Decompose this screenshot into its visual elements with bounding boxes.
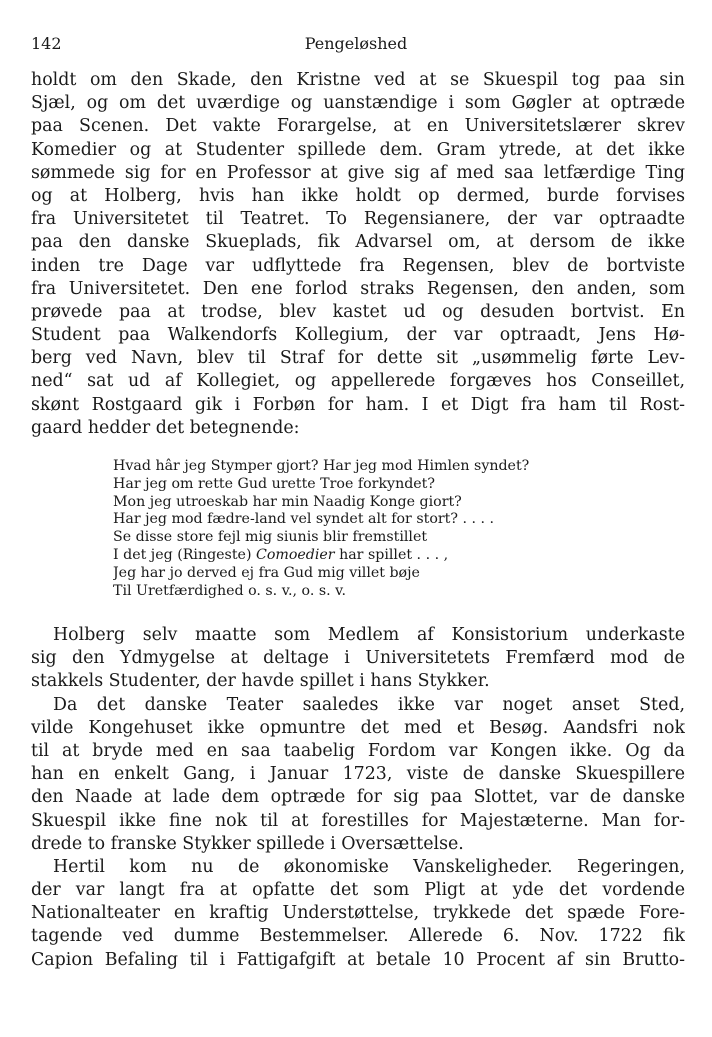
verse-line [113,547,673,565]
text-line: holdt om den Skade, den Kristne ved at se Skuespil tog paa sin [31,70,685,90]
text-line: vilde Kongehuset ikke opmuntre det med et Besøg. Aandsfri nok [31,717,685,738]
text-line: ned“ sat ud af Kollegiet, og appellerede forgæves hos Conseillet, [31,371,685,392]
text-line: fra Universitetet til Teatret. To Regensianere, der var optraadte [31,209,685,230]
verse-text: har spillet . . . , [334,546,449,563]
text-line: gaard hedder det betegnende: [31,417,300,438]
poem-quote [113,458,673,600]
text-line: Sjæl, og om det uværdige og uanstændige i som Gøgler at optræde [31,93,685,114]
text-line: Hertil kom nu de økonomiske Vanskeligheder. Regeringen, [53,856,685,877]
verse-line: Har jeg mod fædre-land vel syndet alt for stort? . . . . [113,511,495,528]
text-line: sig den Ydmygelse at deltage i Universitetets Fremfærd mod de [31,648,685,669]
text-line: prøvede paa at trodse, blev kastet ud og desuden bortvist. En [31,301,685,322]
verse-line: Jeg har jo derved ej fra Gud mig villet bøje [113,564,420,581]
verse-line: Hvad hâr jeg Stymper gjort? Har jeg mod Himlen syndet? [113,458,530,474]
text-line: paa den danske Skueplads, fik Advarsel om, at dersom de ikke [31,232,685,253]
running-title: Pengeløshed [304,34,408,53]
verse-line: Mon jeg utroeskab har min Naadig Konge giort? [113,493,462,510]
text-line: Skuespil ikke fine nok til at forestilles for Majestæterne. Man for- [31,810,685,831]
text-line: sømmede sig for en Professor at give sig af med saa letfærdige Ting [31,162,685,183]
text-line: Nationalteater en kraftig Understøttelse, trykkede det spæde Fore- [31,903,685,924]
paragraph-1 [31,69,685,440]
text-line: drede to franske Stykker spillede i Oversættelse. [31,833,464,854]
text-line: berg ved Navn, blev til Straf for dette sit „usømmelig førte Lev- [31,348,685,369]
text-line: paa Scenen. Det vakte Forargelse, at en Universitetslærer skrev [31,116,685,137]
text-line: Student paa Walkendorfs Kollegium, der var optraadt, Jens Hø- [31,325,685,346]
text-line: og at Holberg, hvis han ikke holdt op dermed, burde forvises [31,185,685,206]
page-number: 142 [31,34,62,53]
paragraph-2 [31,624,685,972]
text-line: der var langt fra at opfatte det som Pligt at yde det vordende [31,880,685,901]
verse-line: Til Uretfærdighed o. s. v., o. s. v. [113,582,347,599]
verse-line: Har jeg om rette Gud urette Troe forkyndet? [113,475,435,492]
text-line: Komedier og at Studenter spillede dem. Gram ytrede, at det ikke [31,139,685,160]
text-line: Capion Befaling til i Fattigafgift at betale 10 Procent af sin Brutto- [31,949,685,970]
text-line: tagende ved dumme Bestemmelser. Allerede 6. Nov. 1722 fik [31,926,685,947]
text-line: inden tre Dage var udflyttede fra Regensen, blev de bortviste [31,255,685,276]
page-header [31,34,681,58]
text-line: stakkels Studenter, der havde spillet i hans Stykker. [31,671,490,692]
text-line: han en enkelt Gang, i Januar 1723, viste de danske Skuespillere [31,764,685,785]
text-line: Holberg selv maatte som Medlem af Konsistorium underkaste [53,625,685,645]
text-line: den Naade at lade dem optræde for sig paa Slottet, var de danske [31,787,685,808]
verse-text: I det jeg (Ringeste) [113,546,256,563]
text-line: skønt Rostgaard gik i Forbøn for ham. I et Digt fra ham til Rost- [31,394,685,415]
italic-word: Comoedier [255,546,335,563]
text-line: fra Universitetet. Den ene forlod straks Regensen, den anden, som [31,278,685,299]
text-line: Da det danske Teater saaledes ikke var noget anset Sted, [53,694,685,715]
text-line: til at bryde med en saa taabelig Fordom var Kongen ikke. Og da [31,740,685,761]
verse-line: Se disse store fejl mig siunis blir fremstillet [113,529,428,546]
